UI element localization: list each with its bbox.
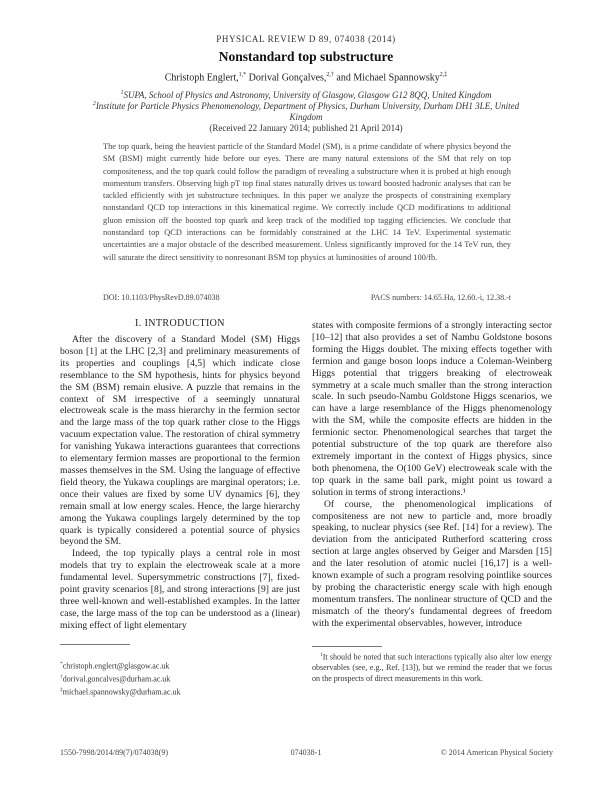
- right-column: [312, 320, 552, 630]
- footnote-marker: †: [60, 674, 63, 681]
- pacs-numbers: PACS numbers: 14.65.Ha, 12.60.-i, 12.38.-t: [370, 293, 511, 302]
- footnote-divider: [60, 644, 130, 645]
- author-marks: 2,†: [326, 72, 334, 78]
- footnote-text: It should be noted that such interactions typically also alter low energy observables (see, e.g., Ref. [13]), but we remind the reader that we focus on the prospects of direct measurements in this work.: [312, 652, 552, 683]
- email-entry[interactable]: [60, 659, 300, 672]
- author-marks: 1,*: [238, 72, 247, 78]
- email-address[interactable]: dorival.goncalves@durham.ac.uk: [62, 674, 171, 684]
- author-emails: [60, 659, 300, 698]
- footer-copyright: © 2014 American Physical Society: [440, 748, 553, 757]
- footnote-marker: 1: [320, 652, 323, 658]
- footnote-marker: *: [60, 661, 63, 667]
- paragraph: states with composite fermions of a strongly interacting sector [10–12] that also provides a set of Nambu Goldstone bosons forming the Higgs doublet. The mixing effects together with fermion and gauge boson loops induce a Coleman-Weinberg Higgs potential that triggers breaking of electroweak symmetry at a scale much smaller than the strong interaction scale. In such pseudo-Nambu Goldstone Higgs scenarios, we can have a large resemblance of the Higgs phenomenology with the SM, while the composite effects are hidden in the fermionic sector. Phenomenological searches that target the potential substructure of the top quark are therefore also extremely important in the context of Higgs physics, since both phenomena, the O(100 GeV) electroweak scale with the top quark in the same ball park, might point us toward a solution in terms of strong interactions.¹: [312, 320, 552, 498]
- affiliation-text: SUPA, School of Physics and Astronomy, University of Glasgow, Glasgow G12 8QQ, United Kingdom: [123, 90, 492, 100]
- paragraph: Of course, the phenomenological implications of compositeness are not new to particle and, more broadly speaking, to nuclear physics (see Ref. [14] for a review). The deviation from the anticipated Rutherford scattering cross section at large angles observed by Geiger and Marsden [15] and the later resolution of atomic nuclei [16,17] is a well-known example of such a program resolving pointlike sources by probing the characteristic energy scale with high enough momentum transfers. The nonlinear structure of QCD and the mismatch of the theory's fundamental degrees of freedom with the experimental observables, however, introduce: [312, 498, 552, 629]
- abstract: [103, 141, 511, 264]
- author-name[interactable]: and Michael Spannowsky: [336, 72, 440, 84]
- author-marks: 2,‡: [439, 72, 448, 78]
- doi-link[interactable]: DOI: 10.1103/PhysRevD.89.074038: [103, 293, 220, 302]
- section-heading: I. INTRODUCTION: [135, 318, 225, 329]
- email-entry[interactable]: [60, 685, 300, 698]
- email-address[interactable]: michael.spannowsky@durham.ac.uk: [62, 687, 181, 697]
- affiliation: [90, 99, 522, 123]
- footnote-divider: [312, 646, 382, 647]
- footnote-marker: ‡: [60, 687, 63, 694]
- affiliation-text: Institute for Particle Physics Phenomenology, Department of Physics, Durham University, Durham DH1 3LE, United Kingdom: [95, 101, 520, 122]
- paragraph: Indeed, the top typically plays a central role in most models that try to explain the electroweak scale at a more fundamental level. Supersymmetric constructions [7], fixed-point gravity scenarios [8], and strong interactions [9] are just three well-known and well-established examples. In the latter case, the large mass of the top can be understood as a (linear) mixing effect of light elementary: [60, 548, 300, 631]
- affiliation-marker: 2: [92, 101, 96, 107]
- email-address[interactable]: christoph.englert@glasgow.ac.uk: [62, 661, 170, 671]
- left-column: [60, 334, 300, 632]
- footer-issn: 1550-7998/2014/89(7)/074038(9): [60, 748, 168, 757]
- paragraph: After the discovery of a Standard Model (SM) Higgs boson [1] at the LHC [2,3] and preliminary measurements of its properties and couplings [4,5] which indicate close resemblance to the SM hypothesis, hints for physics beyond the SM (BSM) remain elusive. A puzzle that remains in the context of SM irrespective of a seemingly unnatural electroweak scale is the mass hierarchy in the fermion sector and the large mass of the top quark rather close to the Higgs vacuum expectation value. The restoration of chiral symmetry for vanishing Yukawa interactions guarantees that corrections to elementary fermion masses are proportional to the fermion masses themselves in the SM. Using the language of effective field theory, the Yukawa couplings are marginal operators; i.e. once their values are fixed by some UV dynamics [6], they remain small at low energy scales. Hence, the large hierarchy among the Yukawa couplings largely determined by the top quark is typically considered a potential source of physics beyond the SM.: [60, 334, 300, 548]
- abstract-text: The top quark, being the heaviest particle of the Standard Model (SM), is a prime candidate of where physics beyond the SM (BSM) might currently hide before our eyes. There are many natural extensions of the SM that rely on top compositeness, and the top quark could follow the paradigm of revealing a substructure when it is probed at high enough momentum transfers. Observing high pT top final states naturally drives us toward boosted hadronic analyses that can be tackled efficiently with jet substructure techniques. In this paper we analyze the prospects of constraining exemplary nonstandard QCD top interactions in this kinematical regime. We correctly include QCD modifications to additional gluon emission off the boosted top quark and keep track of the modified top tagging efficiencies. We conclude that nonstandard top QCD interactions can be formidably constrained at the LHC 14 TeV. Experimental systematic uncertainties are a major obstacle of the described measurement. Unless significantly improved for the 14 TeV run, they will saturate the direct sensitivity to nonresonant BSM top physics at luminosities of around 100/fb.: [103, 142, 511, 262]
- author-name[interactable]: Christoph Englert,: [164, 72, 239, 84]
- journal-reference: PHYSICAL REVIEW D 89, 074038 (2014): [216, 34, 396, 44]
- paper-title: Nonstandard top substructure: [218, 49, 394, 64]
- footer-page-number: 074038-1: [290, 748, 322, 757]
- email-entry[interactable]: [60, 672, 300, 685]
- received-dates: (Received 22 January 2014; published 21 April 2014): [209, 123, 403, 133]
- affiliation-marker: 1: [120, 90, 124, 96]
- author-name[interactable]: Dorival Gonçalves,: [248, 72, 327, 84]
- footnote: [312, 650, 552, 684]
- author-list: [0, 72, 612, 83]
